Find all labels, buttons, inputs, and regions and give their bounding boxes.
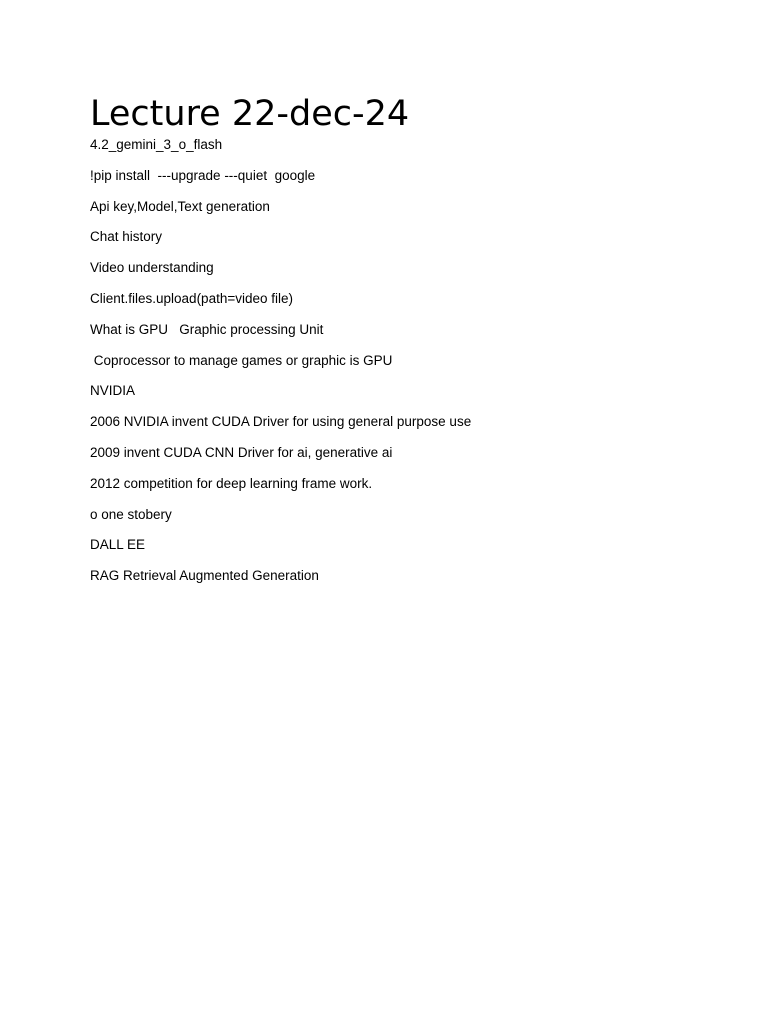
page-title: Lecture 22-dec-24 <box>90 94 410 134</box>
note-line: Client.files.upload(path=video file) <box>90 290 293 306</box>
note-line: 4.2_gemini_3_o_flash <box>90 137 223 152</box>
note-line: Api key,Model,Text generation <box>90 198 270 214</box>
note-line: !pip install ---upgrade ---quiet google <box>90 167 316 183</box>
note-line: Coprocessor to manage games or graphic is GPU <box>90 352 393 368</box>
note-line: What is GPU Graphic processing Unit <box>90 321 324 337</box>
note-line: RAG Retrieval Augmented Generation <box>90 568 319 584</box>
note-line: Chat history <box>90 229 163 245</box>
document-body <box>90 92 710 598</box>
note-line: NVIDIA <box>90 383 136 399</box>
note-line: Video understanding <box>90 260 214 276</box>
note-line: 2012 competition for deep learning frame work. <box>90 475 373 491</box>
note-line: o one stobery <box>90 506 172 522</box>
note-line: DALL EE <box>90 537 146 553</box>
note-lines <box>90 136 710 598</box>
note-line: 2006 NVIDIA invent CUDA Driver for using general purpose use <box>90 414 472 430</box>
note-line: 2009 invent CUDA CNN Driver for ai, generative ai <box>90 444 393 460</box>
